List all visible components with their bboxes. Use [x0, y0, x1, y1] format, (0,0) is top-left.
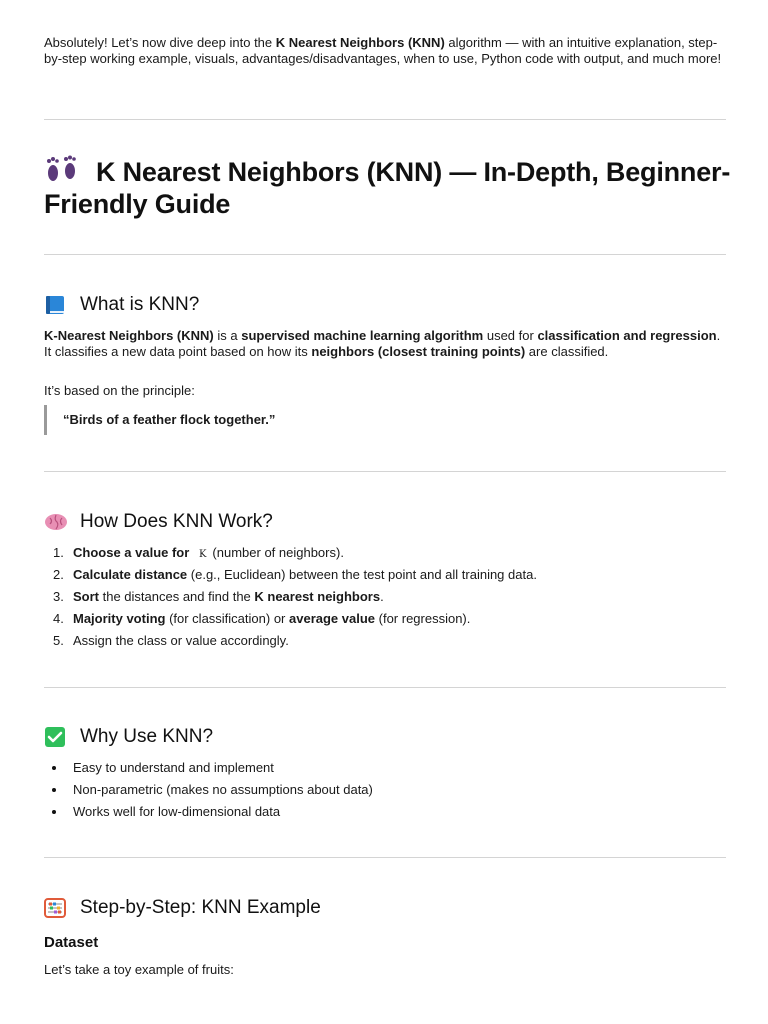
section-heading-what: [44, 293, 199, 317]
section-heading-example: [44, 896, 321, 920]
list-item: [44, 779, 726, 801]
text: the distances and find the: [99, 589, 255, 604]
dataset-subheading: Dataset: [44, 934, 99, 951]
example-paragraph: Let’s take a toy example of fruits:: [44, 962, 234, 977]
text: used for: [483, 328, 538, 343]
blue-book-icon: [44, 295, 66, 315]
bold-text: Sort: [73, 589, 99, 604]
brain-icon: [44, 512, 66, 532]
text: (number of neighbors).: [212, 545, 344, 560]
text: are classified.: [525, 344, 609, 359]
text: Assign the class or value accordingly.: [73, 633, 289, 648]
blockquote: [44, 405, 275, 435]
text: .: [380, 589, 384, 604]
divider: [44, 687, 726, 688]
footprints-icon: [44, 155, 84, 181]
section-heading-how: [44, 510, 273, 534]
page-title-text: K Nearest Neighbors (KNN) — In-Depth, Beginner-Friendly Guide: [44, 157, 731, 219]
section-heading-text: Step-by-Step: KNN Example: [80, 897, 321, 918]
list-number: 2.: [53, 567, 64, 582]
divider: [44, 119, 726, 120]
principle-paragraph: It’s based on the principle:: [44, 383, 195, 398]
bullet: [52, 810, 56, 814]
bold-text: average value: [289, 611, 376, 626]
how-steps-list: [44, 542, 726, 652]
bold-text: Calculate distance: [73, 567, 188, 582]
text: (for regression).: [375, 611, 471, 626]
abacus-icon: [44, 898, 66, 918]
why-bullet-list: [44, 757, 726, 823]
intro-text: Absolutely! Let’s now dive deep into the: [44, 35, 276, 50]
what-paragraph: [44, 328, 726, 360]
list-item: [44, 586, 726, 608]
text: is a: [213, 328, 242, 343]
intro-paragraph: [44, 35, 726, 67]
text: (e.g., Euclidean) between the test point and all training data.: [187, 567, 537, 582]
bold-text: K nearest neighbors: [254, 589, 381, 604]
list-number: 5.: [53, 633, 64, 648]
bold-text: Choose a value for: [73, 545, 190, 560]
text: (for classification) or: [165, 611, 289, 626]
bold-text: classification and regression: [537, 328, 717, 343]
section-heading-why: [44, 725, 213, 749]
bullet: [52, 788, 56, 792]
list-number: 4.: [53, 611, 64, 626]
bold-text: Majority voting: [73, 611, 166, 626]
divider: [44, 254, 726, 255]
list-item: [44, 630, 726, 652]
list-item: [44, 542, 726, 564]
list-item: [44, 801, 726, 823]
list-item: [44, 564, 726, 586]
bold-text: K-Nearest Neighbors (KNN): [44, 328, 214, 343]
text: . It classifies a new data point based on how its: [44, 328, 721, 359]
bullet: [52, 766, 56, 770]
divider: [44, 471, 726, 472]
check-mark-icon: [44, 727, 66, 747]
list-number: 1.: [53, 545, 64, 560]
section-heading-text: How Does KNN Work?: [80, 511, 273, 532]
bold-text: neighbors (closest training points): [311, 344, 526, 359]
bold-text: supervised machine learning algorithm: [241, 328, 484, 343]
page-title: [44, 155, 734, 220]
text: Non-parametric (makes no assumptions about data): [73, 782, 373, 797]
intro-text-rest: algorithm — with an intuitive explanation, step-by-step working example, visuals, advantages/disadvantages, when to use, Python code with output, and much more!: [44, 35, 722, 66]
intro-bold: K Nearest Neighbors (KNN): [275, 35, 445, 50]
list-item: [44, 608, 726, 630]
section-heading-text: Why Use KNN?: [80, 726, 214, 747]
text: Easy to understand and implement: [73, 760, 274, 775]
math-var: K: [198, 549, 207, 560]
quote-text: “Birds of a feather flock together.”: [63, 412, 276, 427]
list-item: [44, 757, 726, 779]
text: Works well for low-dimensional data: [73, 804, 281, 819]
section-heading-text: What is KNN?: [80, 294, 200, 315]
list-number: 3.: [53, 589, 64, 604]
divider: [44, 857, 726, 858]
